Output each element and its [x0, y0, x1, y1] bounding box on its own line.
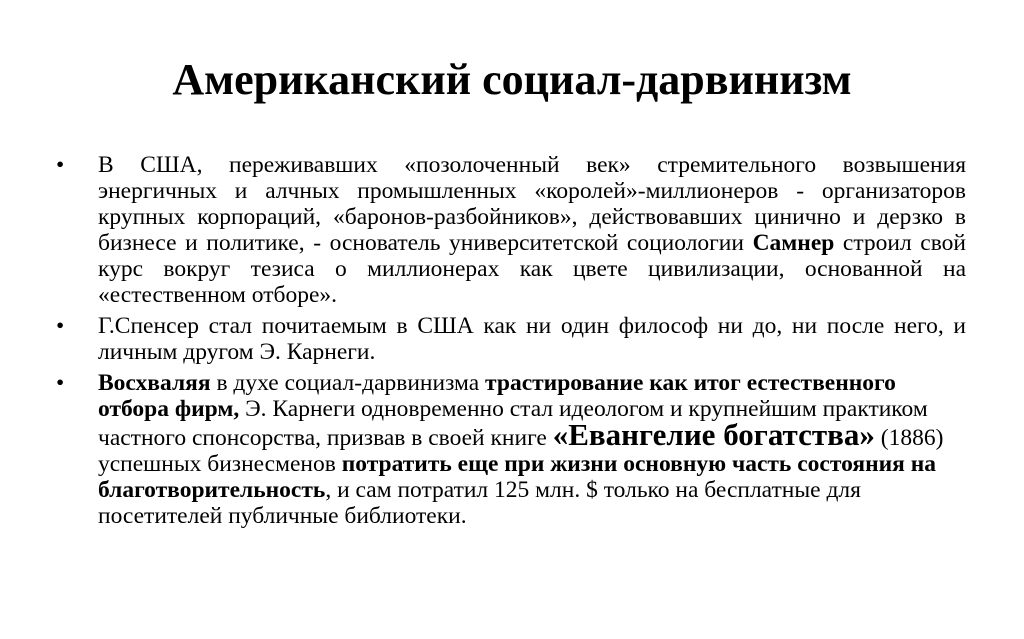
bullet-text: в духе социал-дарвинизма [210, 370, 486, 396]
bullet-text: Э. Карнеги одновременно стал идеологом и крупнейшим практиком частного спонсорства, призвав в своей книге [98, 396, 928, 451]
bullet-text-bold: трастирование как итог естественного отбора фирм, [98, 370, 896, 422]
bullet-item [0, 152, 966, 308]
bullet-item [0, 370, 966, 529]
bullet-text: В США, переживавших «позолоченный век» стремительного возвышения энергичных и алчных промышленных «королей»-миллионеров - организаторов крупных корпораций, «баронов-разбойников», действовавших цинично и дерзко в бизнесе и политике, - основатель университетской социологии [98, 152, 966, 256]
slide-title: Американский социал-дарвинизм [172, 55, 852, 104]
bullet-text: (1886) успешных бизнесменов [98, 425, 944, 477]
bullet-item [0, 313, 966, 365]
bullet-text-bold: потратить еще при жизни основную часть состояния на благотворительность [98, 451, 937, 503]
bullet-text-bold: Восхваляя [98, 370, 211, 396]
bullet-text: , и сам потратил 125 млн. $ только на бесплатные для посетителей публичные библиотеки. [98, 477, 861, 529]
book-title: «Евангелие богатства» [552, 417, 875, 452]
bullet-text: строил свой курс вокруг тезиса о миллионерах как цвете цивилизации, основанной на «естественном отборе». [98, 230, 967, 308]
bullet-text-bold: Самнер [752, 230, 835, 256]
bullet-text: Г.Спенсер стал почитаемым в США как ни один философ ни до, ни после него, и личным другом Э. Карнеги. [98, 313, 966, 365]
bullet-list [0, 152, 1024, 534]
